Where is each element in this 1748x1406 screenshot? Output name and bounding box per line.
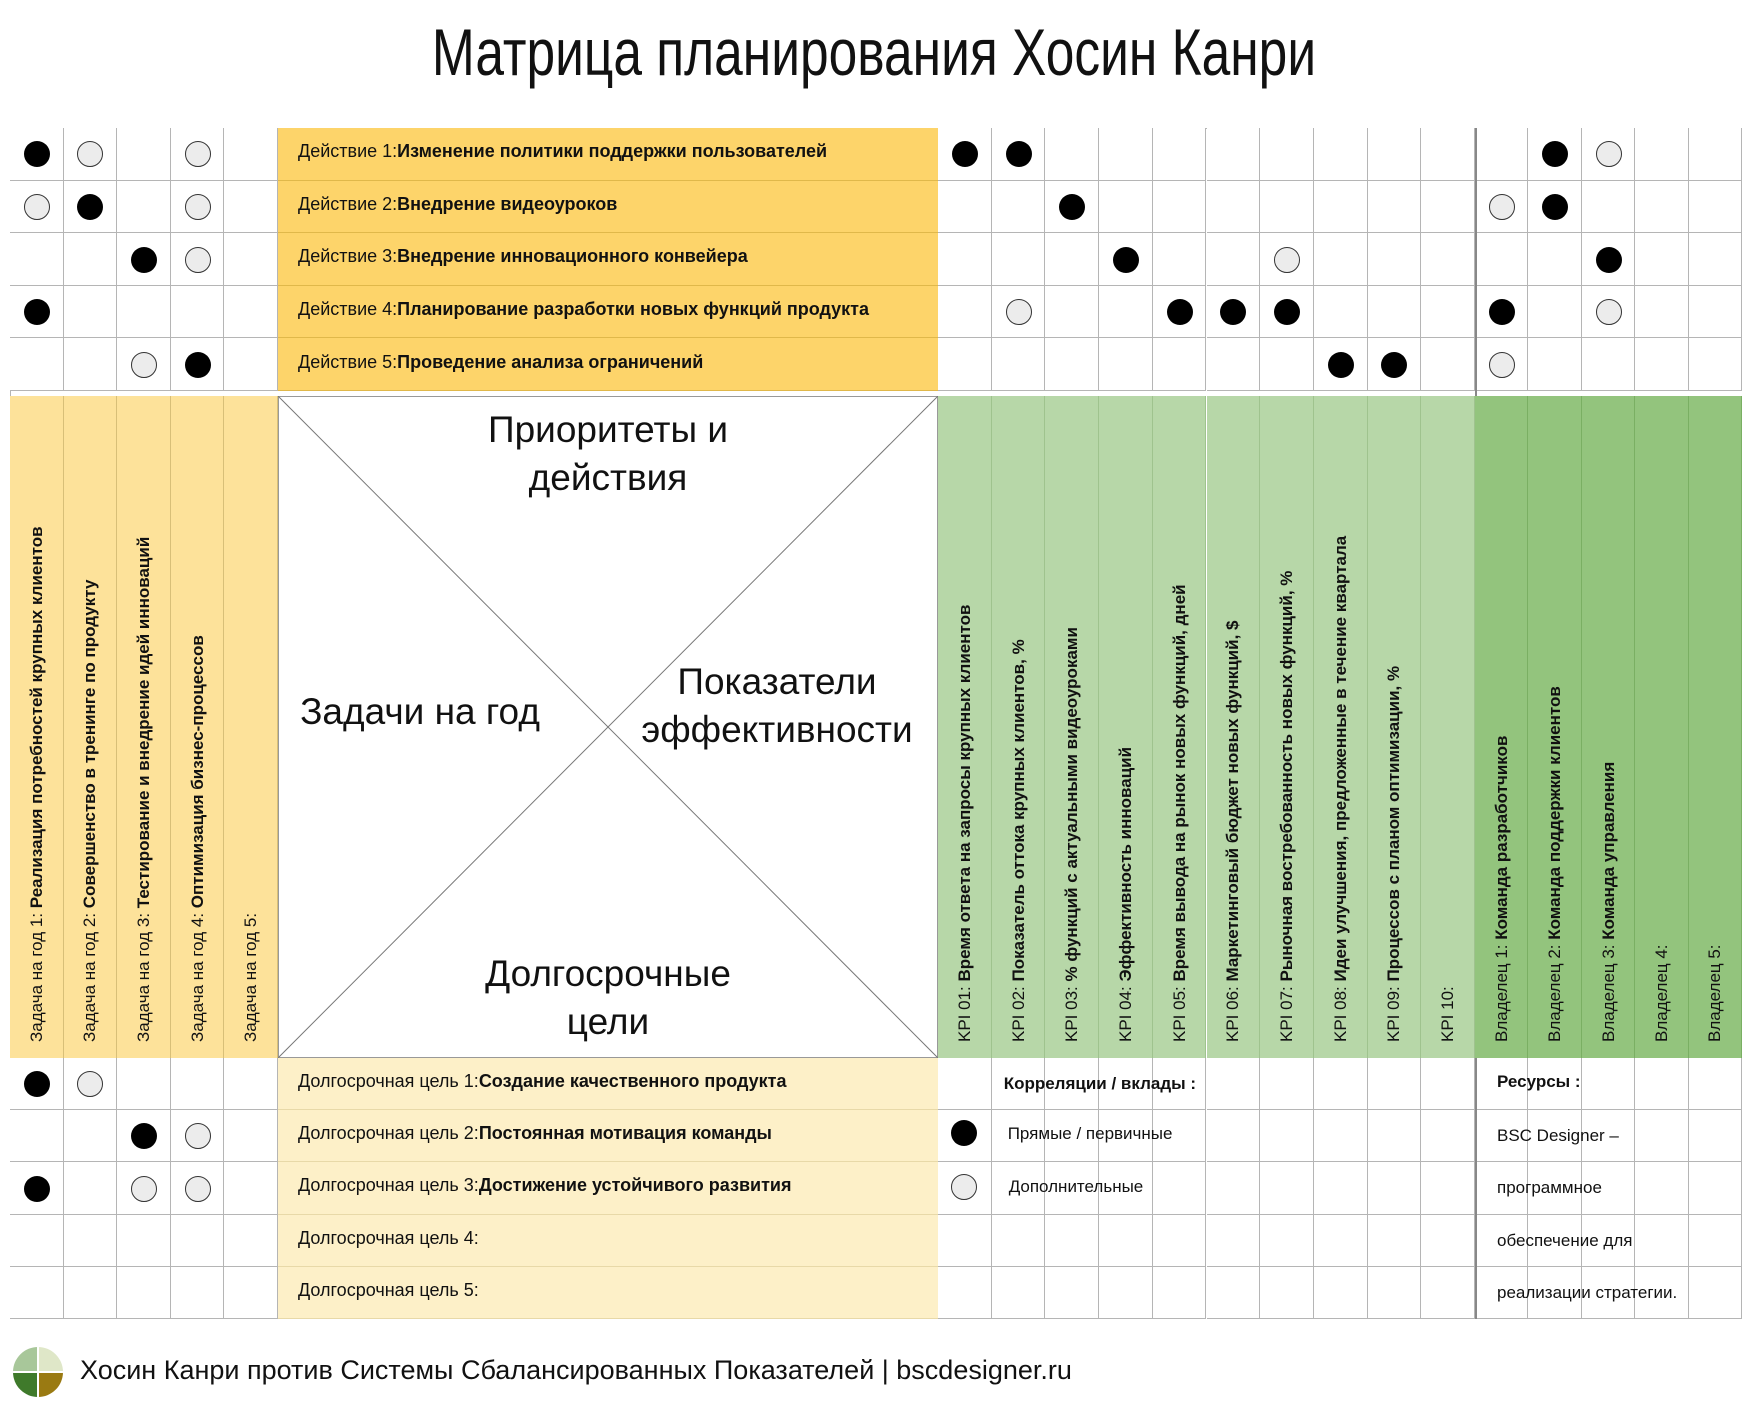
legend-primary-label: Прямые / первичные <box>1007 1124 1173 1144</box>
grid-cell-goal-task <box>10 1110 64 1162</box>
grid-cell-action-owner <box>1689 338 1742 391</box>
grid-cell-action-owner <box>1475 233 1528 286</box>
grid-cell-action-kpi <box>1260 181 1314 234</box>
long-term-goal-row <box>278 1215 938 1267</box>
action-label: Внедрение инновационного конвейера <box>397 246 748 267</box>
grid-cell-action-task <box>224 286 278 339</box>
grid-cell-action-kpi <box>1421 128 1475 181</box>
owner-label <box>1705 944 1725 1042</box>
grid-cell-action-kpi <box>1421 338 1475 391</box>
kpi-label-text: Показатель оттока крупных клиентов, % <box>1008 639 1028 982</box>
grid-cell-goal-owner <box>1635 1215 1688 1267</box>
legend-filled-dot <box>951 1120 977 1146</box>
annual-task-label <box>80 580 100 1042</box>
kpi-label-prefix: KPI 03: <box>1062 981 1082 1042</box>
correlation-dot <box>1006 299 1032 325</box>
grid-cell-action-task <box>224 233 278 286</box>
correlation-dot <box>1489 299 1515 325</box>
goal-prefix: Долгосрочная цель 5: <box>298 1279 479 1300</box>
annual-task-label-text: Тестирование и внедрение идей инноваций <box>134 536 153 909</box>
correlation-dot <box>1596 299 1622 325</box>
grid-cell-action-owner <box>1689 286 1742 339</box>
kpi-label-text: Маркетинговый бюджет новых функций, $ <box>1223 620 1243 982</box>
grid-cell-action-kpi <box>1421 233 1475 286</box>
grid-cell-goal-owner <box>1689 1162 1742 1214</box>
grid-cell-goal-task <box>224 1162 278 1214</box>
goal-label: Постоянная мотивация команды <box>478 1123 772 1144</box>
correlation-dot <box>24 194 50 220</box>
grid-cell-action-kpi <box>1314 233 1368 286</box>
kpi-label-text: Рыночная востребованность новых функций, % <box>1277 570 1297 982</box>
page-title: Матрица планирования Хосин Канри <box>431 15 1317 89</box>
grid-cell-goal-owner <box>1635 1058 1688 1110</box>
grid-cell-action-owner <box>1582 181 1635 234</box>
grid-cell-action-kpi <box>1153 128 1207 181</box>
kpi-label-text: Идеи улучшения, предложенные в течение квартала <box>1330 535 1350 982</box>
correlation-dot <box>185 1176 211 1202</box>
kpi-label <box>1116 747 1136 1042</box>
grid-cell-action-kpi <box>1045 286 1099 339</box>
annual-task-label-prefix: Задача на год 1: <box>26 908 46 1042</box>
kpi-label-prefix: KPI 09: <box>1384 981 1404 1042</box>
goal-label: Достижение устойчивого развития <box>478 1175 792 1196</box>
correlation-dot <box>1167 299 1193 325</box>
grid-cell-action-kpi <box>1368 233 1422 286</box>
action-row <box>278 233 938 286</box>
kpi-label-text: Время ответа на запросы крупных клиентов <box>954 604 974 982</box>
grid-cell-action-owner <box>1475 128 1528 181</box>
quadrant-label-priorities: Приоритеты и действия <box>487 409 729 498</box>
annual-task-label <box>188 635 208 1042</box>
kpi-label-text: % функций с актуальными видеоуроками <box>1062 627 1082 982</box>
annual-task-label-prefix: Задача на год 3: <box>134 908 153 1042</box>
grid-cell-goal-kpi <box>1207 1215 1261 1267</box>
annual-task-label-prefix: Задача на год 4: <box>187 908 207 1042</box>
grid-cell-goal-kpi <box>1368 1215 1422 1267</box>
correlation-dot <box>185 1123 211 1149</box>
grid-cell-action-kpi <box>1368 181 1422 234</box>
kpi-label-prefix: KPI 04: <box>1115 981 1135 1042</box>
grid-cell-goal-kpi <box>1260 1110 1314 1162</box>
owner-label-text: Команда управления <box>1598 761 1618 940</box>
grid-cell-goal-task <box>10 1215 64 1267</box>
correlation-dot <box>24 141 50 167</box>
kpi-label-text: Процессов с планом оптимизации, % <box>1384 665 1404 982</box>
grid-cell-action-owner <box>1689 233 1742 286</box>
correlation-dot <box>131 1176 157 1202</box>
grid-cell-goal-kpi <box>1153 1215 1207 1267</box>
resources-line: реализации стратегии. <box>1497 1282 1678 1302</box>
correlation-dot <box>24 1071 50 1097</box>
grid-cell-goal-owner <box>1635 1110 1688 1162</box>
kpi-label <box>1438 986 1458 1042</box>
kpi-label <box>1170 584 1190 1042</box>
annual-task-label-text: Оптимизация бизнес-процессов <box>187 635 207 909</box>
grid-cell-action-task <box>224 181 278 234</box>
action-label: Изменение политики поддержки пользователей <box>397 141 828 162</box>
grid-cell-action-kpi <box>1099 128 1153 181</box>
grid-cell-action-kpi <box>1421 286 1475 339</box>
kpi-label-prefix: KPI 06: <box>1223 981 1243 1042</box>
grid-cell-action-owner <box>1689 128 1742 181</box>
grid-cell-action-kpi <box>1045 338 1099 391</box>
goal-prefix: Долгосрочная цель 4: <box>298 1227 479 1248</box>
grid-cell-goal-kpi <box>938 1058 992 1110</box>
correlation-dot <box>1113 247 1139 273</box>
grid-cell-action-kpi <box>1368 128 1422 181</box>
grid-cell-goal-task <box>224 1058 278 1110</box>
annual-task-label-text: Совершенство в тренинге по продукту <box>80 579 100 909</box>
owner-label-prefix: Владелец 2: <box>1545 939 1565 1042</box>
kpi-label <box>955 605 975 1042</box>
annual-task-label <box>27 526 47 1042</box>
grid-cell-goal-kpi <box>1421 1267 1475 1319</box>
legend-hollow-dot <box>951 1174 977 1200</box>
grid-cell-action-owner <box>1528 286 1581 339</box>
grid-cell-goal-owner <box>1689 1110 1742 1162</box>
quadrant-label-kpis: Показатели эффективности <box>641 661 913 750</box>
correlations-legend-title: Корреляции / вклады : <box>1003 1074 1197 1093</box>
kpi-label-text: Эффективность инноваций <box>1115 746 1135 982</box>
owner-label-prefix: Владелец 3: <box>1598 939 1618 1042</box>
correlation-dot <box>1489 352 1515 378</box>
kpi-label <box>1223 621 1243 1043</box>
grid-cell-goal-kpi <box>1421 1058 1475 1110</box>
grid-cell-action-kpi <box>992 233 1046 286</box>
grid-cell-action-task <box>224 338 278 391</box>
grid-cell-action-owner <box>1635 181 1688 234</box>
quadrant-label-annual-tasks: Задачи на год <box>300 691 540 732</box>
grid-cell-goal-task <box>171 1215 225 1267</box>
correlation-dot <box>185 247 211 273</box>
grid-cell-action-kpi <box>1099 181 1153 234</box>
grid-cell-goal-kpi <box>938 1215 992 1267</box>
grid-cell-goal-task <box>10 1267 64 1319</box>
kpi-label <box>1009 639 1029 1042</box>
action-prefix: Действие 3: <box>298 246 398 267</box>
grid-cell-goal-owner <box>1689 1058 1742 1110</box>
goal-prefix: Долгосрочная цель 3: <box>298 1175 479 1196</box>
long-term-goal-row <box>278 1110 938 1162</box>
grid-cell-action-kpi <box>1260 128 1314 181</box>
grid-cell-action-task <box>171 286 225 339</box>
long-term-goal-row <box>278 1162 938 1214</box>
grid-cell-goal-task <box>171 1058 225 1110</box>
grid-cell-action-task <box>64 286 118 339</box>
owner-label <box>1492 736 1512 1042</box>
grid-cell-action-owner <box>1635 338 1688 391</box>
kpi-column <box>1421 396 1475 1058</box>
grid-cell-goal-kpi <box>1207 1162 1261 1214</box>
correlation-dot <box>24 299 50 325</box>
grid-cell-action-kpi <box>1099 338 1153 391</box>
grid-cell-goal-owner <box>1635 1162 1688 1214</box>
grid-cell-action-kpi <box>938 338 992 391</box>
grid-cell-action-kpi <box>1368 286 1422 339</box>
correlation-dot <box>1596 247 1622 273</box>
goal-prefix: Долгосрочная цель 2: <box>298 1123 479 1144</box>
grid-cell-action-task <box>64 338 118 391</box>
kpi-label <box>1277 571 1297 1042</box>
correlation-dot <box>131 352 157 378</box>
grid-cell-action-kpi <box>1207 233 1261 286</box>
grid-cell-goal-task <box>64 1215 118 1267</box>
grid-cell-goal-kpi <box>1314 1058 1368 1110</box>
owner-label-prefix: Владелец 4: <box>1651 944 1671 1042</box>
grid-cell-goal-kpi <box>1421 1215 1475 1267</box>
grid-cell-goal-kpi <box>1099 1215 1153 1267</box>
annual-task-label-text: Реализация потребностей крупных клиентов <box>26 526 46 909</box>
grid-cell-action-owner <box>1635 128 1688 181</box>
grid-cell-action-kpi <box>938 233 992 286</box>
grid-cell-goal-owner <box>1582 1058 1635 1110</box>
owner-label <box>1545 686 1565 1042</box>
action-row <box>278 128 938 181</box>
grid-cell-goal-kpi <box>1260 1215 1314 1267</box>
grid-cell-goal-task <box>224 1110 278 1162</box>
owner-label-text: Команда поддержки клиентов <box>1545 686 1565 940</box>
correlation-dot <box>185 141 211 167</box>
kpi-label-prefix: KPI 08: <box>1330 981 1350 1042</box>
grid-cell-goal-kpi <box>1368 1162 1422 1214</box>
owner-label <box>1652 944 1672 1042</box>
quadrant-label-long-term: Долгосрочные цели <box>485 953 731 1042</box>
correlation-dot <box>1274 299 1300 325</box>
grid-cell-action-kpi <box>1045 233 1099 286</box>
grid-cell-action-task <box>10 338 64 391</box>
grid-cell-goal-kpi <box>1045 1215 1099 1267</box>
action-label: Внедрение видеоуроков <box>397 193 618 214</box>
grid-cell-action-owner <box>1528 233 1581 286</box>
grid-cell-goal-kpi <box>992 1267 1046 1319</box>
kpi-label-prefix: KPI 01: <box>954 981 974 1042</box>
grid-cell-goal-owner <box>1689 1267 1742 1319</box>
owner-label-text: Команда разработчиков <box>1491 735 1511 940</box>
annual-task-label <box>134 537 154 1042</box>
grid-cell-action-kpi <box>992 338 1046 391</box>
kpi-label <box>1062 627 1082 1042</box>
grid-cell-goal-task <box>117 1267 171 1319</box>
resources-line: программное <box>1497 1178 1602 1198</box>
correlation-dot <box>1596 141 1622 167</box>
grid-cell-action-task <box>224 128 278 181</box>
grid-cell-goal-kpi <box>1314 1267 1368 1319</box>
grid-cell-goal-kpi <box>1260 1058 1314 1110</box>
correlation-dot <box>185 352 211 378</box>
action-prefix: Действие 2: <box>298 193 398 214</box>
grid-cell-action-kpi <box>992 181 1046 234</box>
kpi-label-prefix: KPI 10: <box>1438 986 1458 1042</box>
grid-cell-goal-kpi <box>992 1215 1046 1267</box>
action-row <box>278 181 938 234</box>
grid-cell-goal-task <box>117 1215 171 1267</box>
resources-title: Ресурсы : <box>1497 1072 1581 1091</box>
grid-cell-action-kpi <box>1314 128 1368 181</box>
correlation-dot <box>185 194 211 220</box>
correlation-dot <box>1059 194 1085 220</box>
grid-cell-goal-kpi <box>1368 1058 1422 1110</box>
grid-cell-goal-kpi <box>1314 1215 1368 1267</box>
footer-caption: Хосин Канри против Системы Сбалансированных Показателей | bscdesigner.ru <box>80 1355 1072 1385</box>
grid-cell-action-kpi <box>1207 181 1261 234</box>
grid-cell-action-kpi <box>1099 286 1153 339</box>
grid-cell-action-owner <box>1582 338 1635 391</box>
grid-cell-action-kpi <box>1207 128 1261 181</box>
long-term-goal-row <box>278 1267 938 1319</box>
action-prefix: Действие 1: <box>298 141 398 162</box>
grid-cell-goal-task <box>171 1267 225 1319</box>
resources-line: BSC Designer – <box>1497 1126 1619 1146</box>
action-prefix: Действие 4: <box>298 299 398 320</box>
grid-cell-action-kpi <box>1314 181 1368 234</box>
grid-cell-goal-task <box>64 1110 118 1162</box>
grid-cell-action-task <box>10 233 64 286</box>
correlation-dot <box>1274 247 1300 273</box>
long-term-goal-row <box>278 1058 938 1110</box>
grid-cell-action-kpi <box>1153 233 1207 286</box>
grid-cell-action-kpi <box>1421 181 1475 234</box>
kpi-label-prefix: KPI 07: <box>1277 981 1297 1042</box>
resources-line: обеспечение для <box>1497 1230 1633 1250</box>
grid-cell-goal-kpi <box>1207 1058 1261 1110</box>
correlation-dot <box>24 1176 50 1202</box>
legend-secondary-label: Дополнительные <box>1008 1177 1144 1197</box>
action-prefix: Действие 5: <box>298 351 398 372</box>
action-label: Планирование разработки новых функций продукта <box>397 299 870 320</box>
grid-cell-goal-task <box>224 1267 278 1319</box>
kpi-label-prefix: KPI 02: <box>1008 981 1028 1042</box>
kpi-label-prefix: KPI 05: <box>1169 981 1189 1042</box>
grid-cell-action-task <box>117 286 171 339</box>
correlation-dot <box>1542 194 1568 220</box>
grid-cell-action-kpi <box>938 181 992 234</box>
action-row <box>278 286 938 339</box>
bsc-logo-icon <box>12 1346 64 1398</box>
grid-cell-action-kpi <box>1260 338 1314 391</box>
grid-cell-goal-task <box>64 1162 118 1214</box>
kpi-label <box>1384 666 1404 1042</box>
grid-cell-goal-task <box>117 1058 171 1110</box>
goal-prefix: Долгосрочная цель 1: <box>298 1071 479 1092</box>
grid-cell-action-kpi <box>1153 338 1207 391</box>
correlation-dot <box>1328 352 1354 378</box>
annual-task-label-prefix: Задача на год 2: <box>80 908 100 1042</box>
grid-cell-goal-kpi <box>1153 1162 1207 1214</box>
grid-cell-action-task <box>117 181 171 234</box>
grid-cell-action-owner <box>1635 233 1688 286</box>
kpi-label <box>1331 536 1351 1042</box>
goal-label: Создание качественного продукта <box>478 1071 787 1092</box>
grid-cell-goal-kpi <box>1421 1162 1475 1214</box>
grid-cell-goal-kpi <box>1314 1110 1368 1162</box>
grid-cell-goal-kpi <box>1207 1267 1261 1319</box>
grid-cell-goal-kpi <box>1368 1267 1422 1319</box>
correlation-dot <box>1006 141 1032 167</box>
grid-cell-goal-kpi <box>1314 1162 1368 1214</box>
grid-cell-action-task <box>117 128 171 181</box>
grid-cell-goal-task <box>64 1267 118 1319</box>
correlation-dot <box>131 247 157 273</box>
grid-cell-action-kpi <box>1045 128 1099 181</box>
kpi-label-text: Время вывода на рынок новых функций, дней <box>1169 584 1189 982</box>
grid-cell-goal-kpi <box>1368 1110 1422 1162</box>
correlation-dot <box>952 141 978 167</box>
grid-cell-goal-kpi <box>1260 1267 1314 1319</box>
action-row <box>278 338 938 391</box>
annual-task-label-prefix: Задача на год 5: <box>241 912 261 1042</box>
grid-cell-action-owner <box>1528 338 1581 391</box>
grid-cell-action-kpi <box>1153 181 1207 234</box>
grid-cell-action-kpi <box>1207 338 1261 391</box>
correlation-dot <box>1381 352 1407 378</box>
grid-cell-action-owner <box>1635 286 1688 339</box>
grid-cell-goal-kpi <box>1153 1267 1207 1319</box>
grid-cell-action-kpi <box>938 286 992 339</box>
grid-cell-goal-task <box>224 1215 278 1267</box>
annual-task-label <box>241 913 261 1042</box>
grid-cell-goal-kpi <box>1260 1162 1314 1214</box>
grid-cell-goal-kpi <box>1045 1267 1099 1319</box>
grid-cell-action-kpi <box>1314 286 1368 339</box>
grid-cell-goal-kpi <box>1421 1110 1475 1162</box>
grid-cell-goal-kpi <box>1207 1110 1261 1162</box>
owner-label-prefix: Владелец 1: <box>1491 939 1511 1042</box>
grid-cell-goal-owner <box>1689 1215 1742 1267</box>
owner-label <box>1599 762 1619 1042</box>
owner-label-prefix: Владелец 5: <box>1705 944 1725 1042</box>
correlation-dot <box>1489 194 1515 220</box>
grid-cell-goal-kpi <box>938 1267 992 1319</box>
grid-cell-action-task <box>64 233 118 286</box>
grid-cell-action-owner <box>1689 181 1742 234</box>
action-label: Проведение анализа ограничений <box>397 351 704 372</box>
grid-cell-goal-kpi <box>1099 1267 1153 1319</box>
